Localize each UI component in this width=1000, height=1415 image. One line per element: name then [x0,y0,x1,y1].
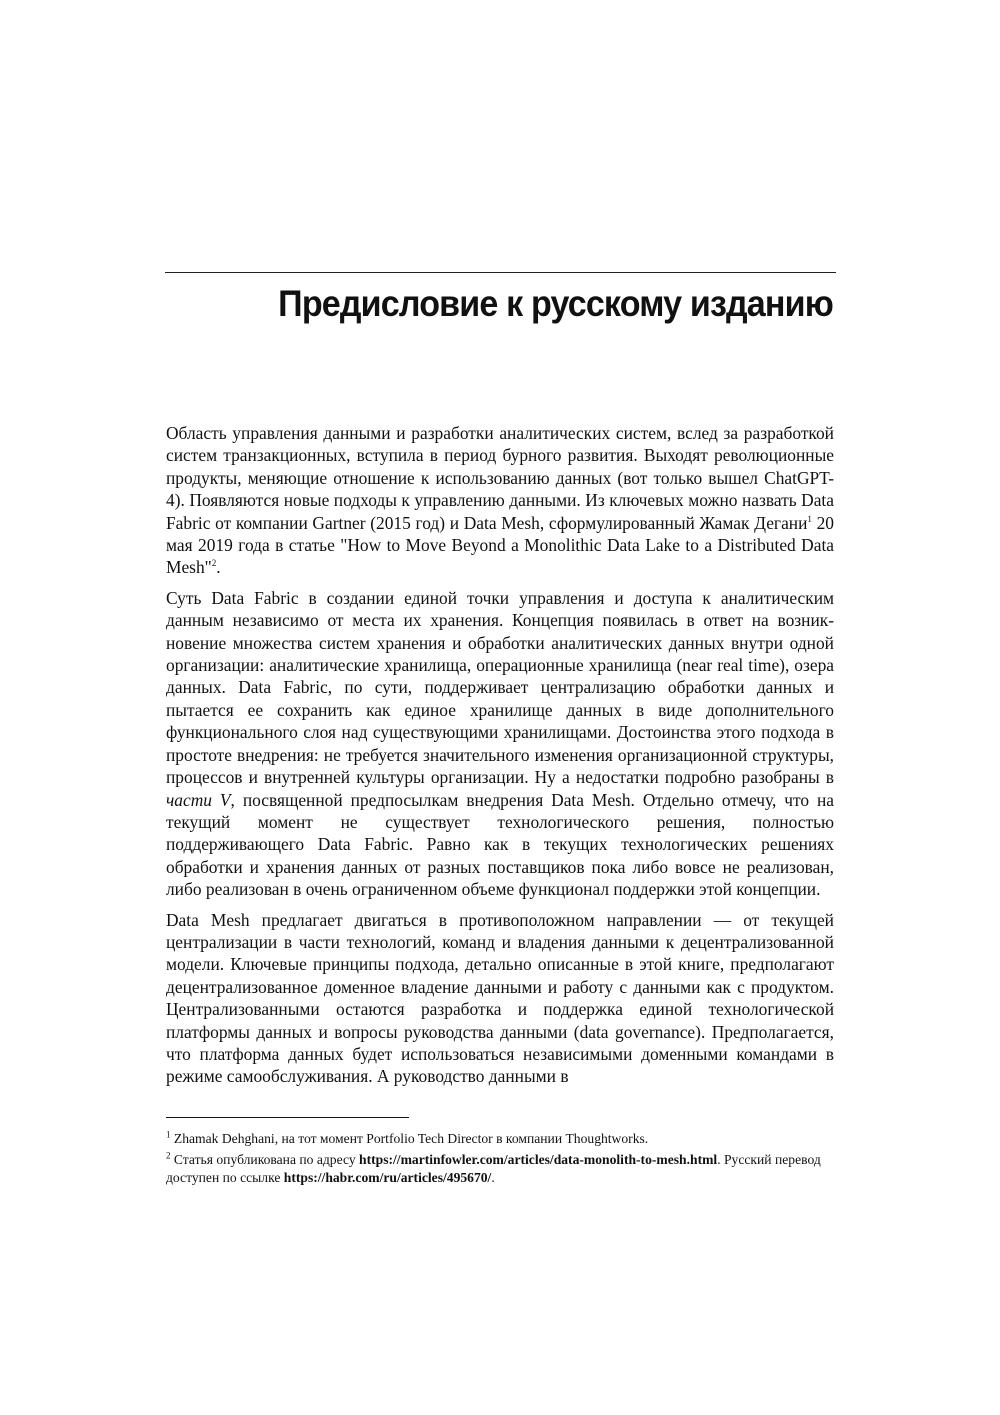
footnote-ref-1: 1 [807,513,812,524]
body-text [166,422,834,1096]
paragraph-1-text-cont: 20 мая 2019 года в статье "How to Move Beyond a Monolithic Data Lake to a Distributed Data Mesh" [166,512,834,578]
footnote-2-text: Статья опубликована по адресу [173,1152,360,1167]
paragraph-2-text-cont: , посвященной предпосылкам внедрения Data Mesh. Отдельно отмечу, что на текущий момент не существует технологического решения, полностью поддерживающего Data Fabric. Равно как в текущих технологических решениях обработки и хранения данных от разных поставщиков пока либо вовсе не реализован, либо реализован в очень ограниченном объеме функционал поддержки этой концепции. [166,789,835,900]
paragraph-1-text: Область управления данными и разработки аналитических систем, вслед за разработкой систем транзакционных, вступила в период бурного развития. Выходят революционные продукты, меняющие отношение к использованию данных (вот только вышел ChatGPT-4). Появляются новые подходы к управлению данными. Из ключевых можно назвать Data Fabric от компании Gartner (2015 год) и Data Mesh, сформулированный Жамак Дегани [166,423,834,533]
footnote-2-number: 2 [166,1150,171,1161]
paragraph-3: Data Mesh предлагает двигаться в противоположном направлении — от текущей централизации в части технологий, команд и владения данными к децентрализованной модели. Ключевые принципы подхода, детально описанные в этой книге, предполагают децентрализованное доменное владение данными и работу с данными как с продуктом. Централизованными остаются разработка и поддержка единой технологической платформы данных и вопросы руководства данными (data governance). Предполагается, что платформа данных будет использоваться независимыми доменными командами в режиме самообслуживания. А руководство данными в [166,909,834,1087]
chapter-title: Предисловие к русскому изданию [278,283,833,324]
footnote-ref-2: 2 [211,558,217,569]
title-rule [165,272,836,273]
footnote-1-number: 1 [166,1129,171,1140]
footnote-2-end: . [491,1170,495,1185]
footnotes [166,1130,834,1190]
footnote-separator [166,1117,409,1118]
part-reference: части V [166,789,231,810]
footnote-1-text: Zhamak Dehghani, на тот момент Portfolio Tech Director в компании Thoughtworks. [173,1131,649,1146]
paragraph-2-text: Суть Data Fabric в создании единой точки управления и доступа к аналитическим данным независимо от места их хранения. Концепция появилась в ответ на возникновение множества систем хранения и обработки аналитических данных внутри одной организации: аналитические хранилища, операционные хранилища (near real time), озера данных. Data Fabric, по сути, поддерживает централизацию обработки данных и пытается ее сохранить как единое хранилище данных в виде дополнительного функционального слоя над существующими хранилищами. Достоинства этого подхода в простоте внедрения: не требуется значительного изменения организационной структуры, процессов и внутренней культуры организации. Ну а недостатки подробно разобраны в [166,587,834,788]
footnote-2-link-article[interactable]: https://martinfowler.com/articles/data-monolith-to-mesh.html [359,1152,718,1167]
paragraph-2 [166,587,834,901]
footnote-2-link-translation[interactable]: https://habr.com/ru/articles/495670/ [283,1170,492,1185]
footnote-1 [166,1130,834,1148]
footnote-2-text-cont: . Русский перевод доступен по ссылке [166,1152,821,1185]
paragraph-1-end: . [216,557,221,578]
footnote-2 [166,1151,834,1187]
paragraph-1 [166,422,834,579]
